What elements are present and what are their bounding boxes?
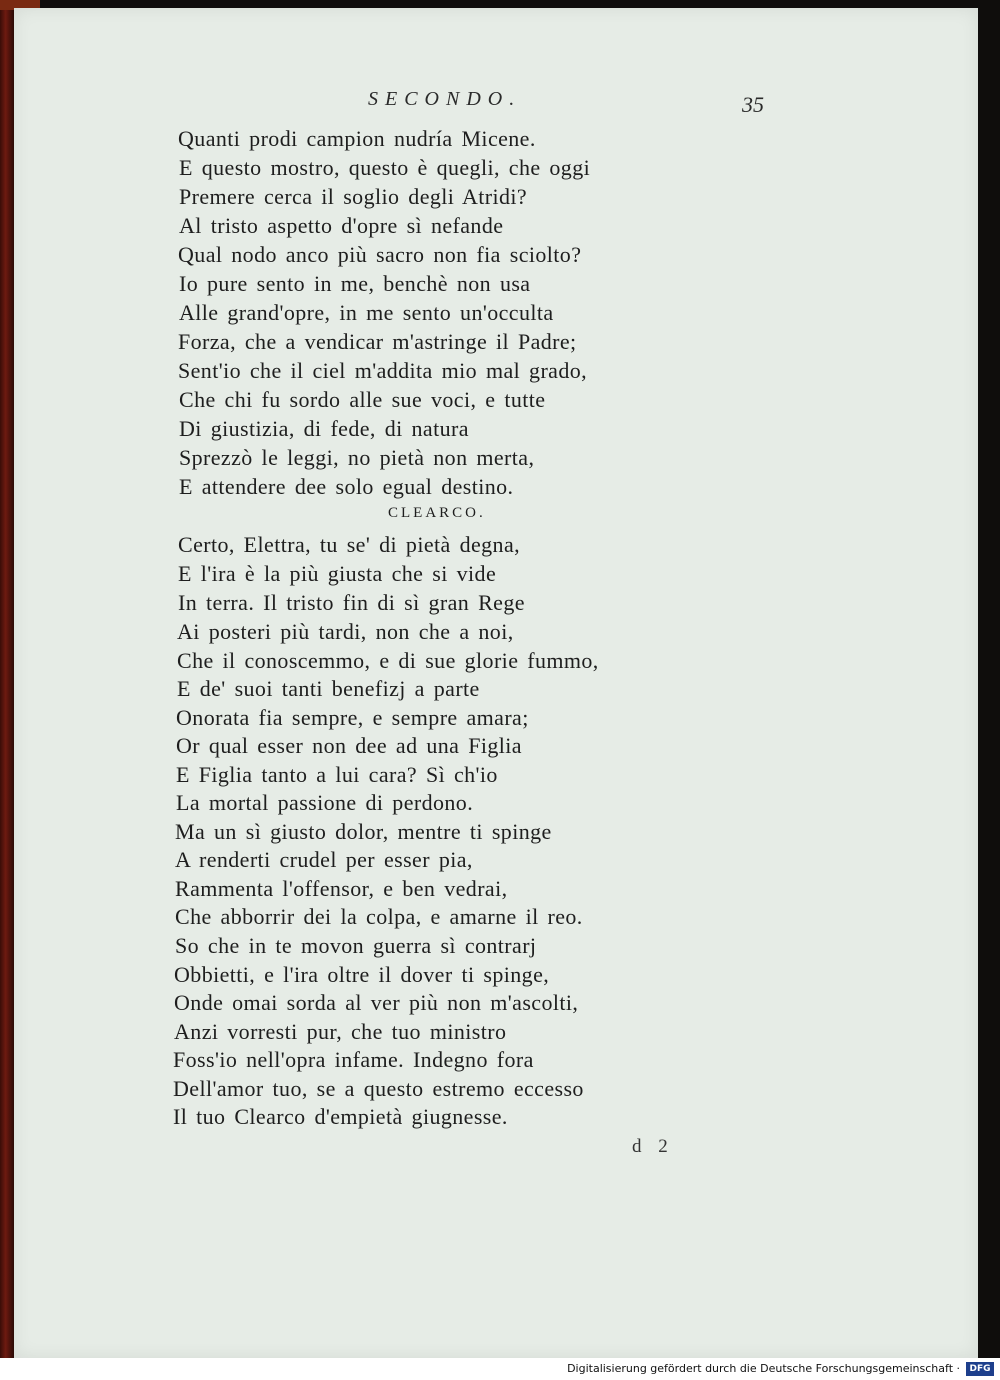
dfg-logo: DFG (966, 1362, 994, 1376)
verse-line: Che chi fu sordo alle sue voci, e tutte (179, 387, 546, 412)
verse-line: E questo mostro, questo è quegli, che oggi (179, 155, 591, 180)
verse-line: So che in te movon guerra sì contrarj (175, 933, 537, 958)
verse-line: La mortal passione di perdono. (176, 790, 474, 815)
verse-line: Sprezzò le leggi, no pietà non merta, (179, 445, 535, 470)
verse-line: Or qual esser non dee ad una Figlia (176, 733, 522, 758)
verse-line: Che abborrir dei la colpa, e amarne il reo. (175, 904, 583, 929)
verse-line: Forza, che a vendicar m'astringe il Padre; (178, 329, 577, 354)
verse-line: Certo, Elettra, tu se' di pietà degna, (178, 532, 521, 557)
verse-line: Obbietti, e l'ira oltre il dover ti spinge, (174, 962, 550, 987)
verse-line: Rammenta l'offensor, e ben vedrai, (175, 876, 508, 901)
running-head: SECONDO. (368, 88, 522, 110)
verse-line: Foss'io nell'opra infame. Indegno fora (173, 1047, 534, 1072)
book-page (14, 8, 978, 1358)
verse-line: Onorata fia sempre, e sempre amara; (176, 705, 529, 730)
verse-line: A renderti crudel per esser pia, (175, 847, 473, 872)
verse-line: Al tristo aspetto d'opre sì nefande (179, 213, 504, 238)
footer-credit: Digitalisierung gefördert durch die Deutsche Forschungsgemeinschaft · (567, 1362, 960, 1375)
verse-line: Anzi vorresti pur, che tuo ministro (174, 1019, 507, 1044)
verse-line: Sent'io che il ciel m'addita mio mal grado, (178, 358, 588, 383)
verse-line: Dell'amor tuo, se a questo estremo eccesso (173, 1076, 584, 1101)
footer-bar (0, 1358, 1000, 1380)
page-number: 35 (742, 92, 764, 117)
book-edge (0, 0, 14, 1358)
verse-line: E Figlia tanto a lui cara? Sì ch'io (176, 762, 498, 787)
verse-line: Il tuo Clearco d'empietà giugnesse. (173, 1104, 508, 1129)
signature-mark: d 2 (632, 1136, 674, 1157)
speaker-name: CLEARCO. (388, 505, 486, 521)
verse-line: Quanti prodi campion nudría Micene. (178, 126, 536, 151)
verse-line: Che il conoscemmo, e di sue glorie fummo, (177, 648, 599, 673)
verse-line: Qual nodo anco più sacro non fia sciolto? (178, 242, 582, 267)
verse-line: Di giustizia, di fede, di natura (179, 416, 469, 441)
verse-line: Ai posteri più tardi, non che a noi, (177, 619, 514, 644)
verse-line: Io pure sento in me, benchè non usa (179, 271, 531, 296)
verse-line: E l'ira è la più giusta che si vide (178, 561, 497, 586)
verse-line: E de' suoi tanti benefizj a parte (177, 676, 480, 701)
verse-line: Ma un sì giusto dolor, mentre ti spinge (175, 819, 552, 844)
verse-line: In terra. Il tristo fin di sì gran Rege (178, 590, 525, 615)
verse-line: E attendere dee solo egual destino. (179, 474, 514, 499)
verse-line: Onde omai sorda al ver più non m'ascolti, (174, 990, 579, 1015)
verse-line: Alle grand'opre, in me sento un'occulta (179, 300, 554, 325)
verse-line: Premere cerca il soglio degli Atridi? (179, 184, 528, 209)
